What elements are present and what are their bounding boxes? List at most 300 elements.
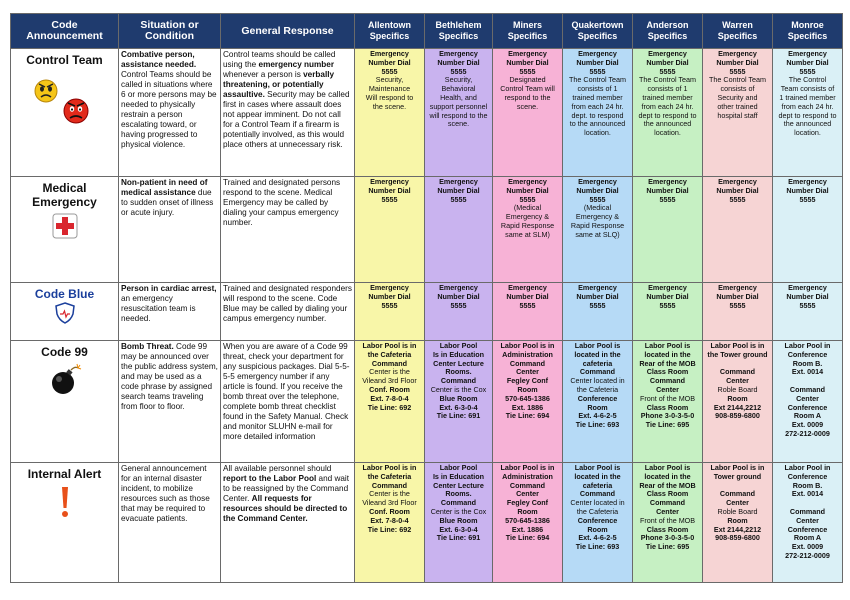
site-detail-line: Number Dial — [437, 291, 480, 301]
site-cell-warren — [703, 49, 773, 177]
site-detail-line: Roble Board — [717, 384, 758, 394]
site-detail-line: Number Dial — [437, 185, 480, 195]
site-detail-line: Room A — [793, 411, 822, 421]
site-cell-monroe — [773, 177, 843, 283]
site-detail-line: 1 trained member — [779, 92, 836, 102]
site-detail-line: Front of the MOB — [639, 515, 696, 525]
site-detail-line: Center — [516, 367, 539, 377]
site-detail-line: Ext. 1886 — [511, 402, 544, 412]
site-detail-line: Labor Pool is — [574, 463, 621, 472]
site-detail-line: Room A — [793, 533, 822, 543]
site-detail-line: Number Dial — [437, 57, 480, 67]
site-detail-line: consists of 1 — [577, 84, 618, 94]
site-detail-line: Emergency — [648, 283, 687, 292]
header-miners: Miners Specifics — [493, 14, 563, 49]
site-detail-line: Center is the — [369, 489, 410, 499]
site-detail-line: Ext. 0014 — [791, 489, 824, 499]
site-detail-line: 272-212-0009 — [785, 550, 830, 560]
code-name: Code 99 — [41, 345, 88, 359]
site-detail-line: Number Dial — [506, 185, 549, 195]
site-detail-line: Tie Line: 695 — [645, 420, 690, 430]
site-detail-line: Room B. — [792, 480, 823, 490]
code-cell — [11, 177, 119, 283]
site-detail-line: respond to the — [504, 92, 551, 102]
site-cell-bethlehem — [425, 177, 493, 283]
response-bold: report to the Labor Pool — [223, 474, 317, 483]
site-detail-line: Number Dial — [786, 185, 829, 195]
site-detail-line: Tie Line: 691 — [436, 411, 481, 421]
site-detail-line: consists of — [720, 84, 755, 94]
first-aid-cross-icon — [52, 213, 78, 239]
site-cell-allentown — [355, 341, 425, 463]
site-detail-line: Emergency — [439, 49, 478, 58]
table-row — [11, 283, 843, 341]
site-detail-line: Labor Pool — [439, 463, 478, 472]
situation-bold: Person in cardiac arrest, — [121, 284, 217, 293]
site-detail-line: Tie Line: 692 — [367, 402, 412, 412]
code-name: Internal Alert — [27, 467, 102, 481]
table-row — [11, 177, 843, 283]
site-cell-monroe — [773, 463, 843, 583]
site-detail-line: from each 24 hr. — [571, 101, 624, 111]
site-detail-line: 5555 — [519, 66, 536, 76]
site-detail-line: location. — [584, 128, 611, 138]
site-detail-line: Center — [796, 515, 819, 525]
site-detail-line: Conference — [577, 515, 618, 525]
situation-text: due to sudden onset of illness or acute injury. — [121, 188, 214, 217]
site-detail-line: 5555 — [729, 300, 746, 310]
site-detail-line: Center located in — [570, 498, 625, 508]
site-detail-line: Room — [517, 384, 538, 394]
site-cell-anderson — [633, 463, 703, 583]
site-detail-line: Ext. 7-8-0-4 — [370, 515, 409, 525]
site-detail-line: 5555 — [450, 194, 467, 204]
site-detail-line: Command — [440, 498, 477, 508]
site-cell-quakertown — [563, 283, 633, 341]
site-detail-line: hospital staff — [717, 110, 758, 120]
code-cell — [11, 283, 119, 341]
site-detail-line: Number Dial — [716, 57, 759, 67]
site-detail-line: Labor Pool — [439, 341, 478, 350]
site-detail-line: 5555 — [519, 194, 536, 204]
site-detail-line: Emergency — [718, 283, 757, 292]
site-detail-line: 5555 — [729, 194, 746, 204]
site-detail-line: Center — [726, 498, 749, 508]
site-detail-line: located in the — [644, 349, 691, 359]
situation-text: an emergency resuscitation team is needed. — [121, 294, 196, 323]
site-detail-line: Number Dial — [368, 185, 411, 195]
site-detail-line: dept to respond to — [778, 110, 837, 120]
site-detail-line: the Cafeteria — [576, 384, 619, 394]
site-cell-anderson — [633, 177, 703, 283]
cpr-shield-icon — [54, 302, 76, 324]
site-detail-line: dept to respond to — [638, 110, 697, 120]
site-detail-line: the Cafeteria — [576, 506, 619, 516]
site-detail-line: Number Dial — [646, 57, 689, 67]
site-detail-line: 5555 — [450, 300, 467, 310]
site-detail-line: Conference — [577, 393, 618, 403]
site-detail-line: Tower ground — [713, 471, 762, 481]
site-detail-line: Number Dial — [368, 57, 411, 67]
site-detail-line: Labor Pool in — [784, 463, 831, 472]
site-detail-line: Emergency — [788, 177, 827, 186]
response-cell — [221, 463, 355, 583]
site-detail-line: 5555 — [381, 300, 398, 310]
site-detail-line: will respond to the — [429, 110, 488, 120]
site-detail-line: Center — [796, 393, 819, 403]
site-cell-allentown — [355, 283, 425, 341]
site-detail-line: Labor Pool is in — [362, 341, 417, 350]
site-detail-line: Number Dial — [646, 291, 689, 301]
site-detail-line: location. — [794, 128, 821, 138]
site-detail-line: Command — [440, 376, 477, 386]
site-detail-line: Conference — [787, 402, 828, 412]
site-detail-line: located in the — [574, 349, 621, 359]
site-detail-line: Ext. 4-6-2-5 — [578, 533, 617, 543]
site-detail-line: 908-859-6800 — [715, 411, 760, 421]
site-detail-line: Tie Line: 691 — [436, 533, 481, 543]
site-detail-line: Emergency — [508, 177, 547, 186]
site-cell-bethlehem — [425, 283, 493, 341]
site-detail-line: dept. to respond — [571, 110, 624, 120]
site-detail-line: Ext 2144,2212 — [713, 402, 762, 412]
site-cell-miners — [493, 49, 563, 177]
site-detail-line: Command — [371, 480, 408, 490]
site-detail-line: Conf. Room — [369, 384, 410, 394]
site-detail-line: Tie Line: 695 — [645, 542, 690, 552]
table-row — [11, 49, 843, 177]
site-detail-line: the Tower ground — [707, 349, 768, 359]
code-name: Code Blue — [34, 287, 95, 301]
site-detail-line: Center — [656, 384, 679, 394]
site-cell-warren — [703, 341, 773, 463]
site-detail-line: Labor Pool is in — [500, 463, 555, 472]
site-detail-line: Emergency — [370, 49, 409, 58]
situation-bold: Bomb Threat. — [121, 342, 174, 351]
site-detail-line: Emergency — [578, 283, 617, 292]
site-cell-miners — [493, 341, 563, 463]
site-detail-line: support personnel — [429, 101, 488, 111]
site-detail-line: trained member — [642, 92, 693, 102]
site-detail-line: Emergency — [648, 177, 687, 186]
site-detail-line: Ext. 7-8-0-4 — [370, 393, 409, 403]
site-cell-miners — [493, 283, 563, 341]
site-detail-line: Security, — [375, 75, 404, 85]
site-detail-line: from each 24 hr. — [781, 101, 834, 111]
site-detail-line: Maintenance — [368, 84, 411, 94]
site-detail-line: Fegley Conf — [506, 498, 549, 508]
situation-cell — [119, 49, 221, 177]
site-detail-line: same at SLM) — [505, 229, 550, 239]
code-reference-sheet — [10, 13, 843, 583]
site-detail-line: Is in Education — [432, 471, 485, 481]
response-text: All available personnel should — [223, 464, 332, 473]
site-detail-line: 5555 — [799, 194, 816, 204]
site-detail-line: Center — [516, 489, 539, 499]
site-detail-line: Room — [587, 524, 608, 534]
site-detail-line: Emergency — [370, 283, 409, 292]
code-cell — [11, 49, 119, 177]
site-detail-line: Number Dial — [786, 57, 829, 67]
site-detail-line: the announced — [643, 119, 692, 129]
site-detail-line: 5555 — [659, 194, 676, 204]
site-detail-line: Center is the Cox — [430, 384, 487, 394]
site-detail-line: Labor Pool is in — [710, 341, 765, 350]
site-cell-allentown — [355, 177, 425, 283]
site-detail-line: Command — [371, 358, 408, 368]
site-detail-line: Security, — [444, 75, 473, 85]
site-detail-line: Tie Line: 692 — [367, 524, 412, 534]
code-cell — [11, 341, 119, 463]
site-cell-anderson — [633, 49, 703, 177]
site-detail-line: to the announced — [569, 119, 626, 129]
site-detail-line: same at SLQ) — [575, 229, 620, 239]
site-detail-line: other trained — [717, 101, 758, 111]
site-detail-line: Number Dial — [576, 57, 619, 67]
site-detail-line: Emergency — [578, 177, 617, 186]
site-detail-line: Emergency — [788, 49, 827, 58]
site-detail-line: Ext. 1886 — [511, 524, 544, 534]
site-detail-line: Rear of the MOB — [639, 480, 696, 490]
site-detail-line: Ext. 6-3-0-4 — [439, 524, 478, 534]
site-detail-line: Room — [517, 506, 538, 516]
site-detail-line: Behavioral — [441, 84, 476, 94]
site-cell-quakertown — [563, 49, 633, 177]
site-detail-line: Emergency — [718, 49, 757, 58]
site-detail-line: 5555 — [381, 194, 398, 204]
site-cell-bethlehem — [425, 463, 493, 583]
site-detail-line: Labor Pool is — [644, 463, 691, 472]
site-detail-line: Emergency — [439, 283, 478, 292]
site-detail-line: scene. — [447, 119, 470, 129]
site-detail-line: Ext. 0009 — [791, 420, 824, 430]
site-detail-line: Number Dial — [506, 57, 549, 67]
site-detail-line: (Medical — [513, 203, 542, 213]
site-detail-line: Command — [719, 489, 756, 499]
site-detail-line: The Control — [788, 75, 827, 85]
site-detail-line: located in the — [644, 471, 691, 481]
site-detail-line: Number Dial — [716, 185, 759, 195]
site-cell-quakertown — [563, 341, 633, 463]
site-detail-line: Blue Room — [439, 515, 478, 525]
site-detail-line: Emergency — [439, 177, 478, 186]
situation-text: Code 99 may be announced over the public address system, and may be used as a code phrase by assigned search teams traveling from floor to floor. — [121, 342, 218, 411]
site-detail-line: Emergency — [370, 177, 409, 186]
site-detail-line: Front of the MOB — [639, 393, 696, 403]
site-detail-line: Tie Line: 693 — [575, 542, 620, 552]
site-detail-line: Conference — [787, 524, 828, 534]
site-detail-line: Administration — [502, 349, 553, 359]
site-detail-line: Phone 3-0-3-5-0 — [640, 533, 695, 543]
site-detail-line: 5555 — [799, 66, 816, 76]
code-name: Medical Emergency — [32, 181, 97, 209]
site-detail-line: (Medical — [583, 203, 612, 213]
bomb-icon — [48, 363, 82, 397]
header-monroe: Monroe Specifics — [773, 14, 843, 49]
site-detail-line: cafeteria — [582, 480, 613, 490]
site-detail-line: Conference — [787, 349, 828, 359]
site-cell-quakertown — [563, 463, 633, 583]
site-detail-line: located in the — [574, 471, 621, 481]
site-detail-line: trained member — [572, 92, 623, 102]
site-detail-line: Labor Pool in — [784, 341, 831, 350]
site-detail-line: Center Lecture — [433, 358, 484, 368]
site-cell-warren — [703, 463, 773, 583]
site-cell-quakertown — [563, 177, 633, 283]
site-detail-line: Number Dial — [368, 291, 411, 301]
site-detail-line: Class Room — [646, 402, 689, 412]
site-detail-line: Ext 2144,2212 — [713, 524, 762, 534]
header-code: Code Announcement — [11, 14, 119, 49]
site-cell-warren — [703, 283, 773, 341]
site-detail-line: Labor Pool is in — [500, 341, 555, 350]
site-detail-line: Center Lecture — [433, 480, 484, 490]
site-detail-line: Emergency & — [575, 212, 620, 222]
site-detail-line: Emergency — [578, 49, 617, 58]
site-detail-line: Center located in — [570, 376, 625, 386]
site-detail-line: Emergency — [508, 283, 547, 292]
site-detail-line: consists of 1 — [647, 84, 688, 94]
situation-bold: Non-patient in need of medical assistance — [121, 178, 208, 197]
site-detail-line: The Control Team — [639, 75, 696, 85]
site-detail-line: Command — [649, 376, 686, 386]
site-detail-line: Tie Line: 694 — [505, 533, 550, 543]
site-detail-line: Is in Education — [432, 349, 485, 359]
situation-cell: General announcement for an internal disaster incident, to mobilize resources such as those that may be required to evacuate patients. — [119, 463, 221, 583]
site-detail-line: Control Team will — [500, 84, 555, 94]
site-cell-monroe — [773, 341, 843, 463]
header-warren: Warren Specifics — [703, 14, 773, 49]
code-cell — [11, 463, 119, 583]
response-cell: When you are aware of a Code 99 threat, check your department for any suspicious packages. Dial 5-5-5-5 emergency number if any article is found. If you receive the bomb threat over the telephone, complete bomb threat checklist found in the Safety Manual. Check and monitor SLUHN e-mail for more detailed information — [221, 341, 355, 463]
table-row — [11, 341, 843, 463]
site-detail-line: Vileand 3rd Floor — [362, 376, 417, 386]
header-bethlehem: Bethlehem Specifics — [425, 14, 493, 49]
site-detail-line: Rapid Response — [500, 220, 555, 230]
angry-faces-icon — [30, 71, 100, 131]
site-detail-line: Number Dial — [506, 291, 549, 301]
site-detail-line: Rear of the MOB — [639, 358, 696, 368]
site-detail-line: Command — [579, 489, 616, 499]
exclamation-icon — [58, 485, 72, 519]
response-bold: All requests for resources should be directed to the Command Center. — [223, 494, 348, 523]
site-detail-line: The Control Team — [569, 75, 626, 85]
site-detail-line: Emergency — [648, 49, 687, 58]
site-detail-line: Room — [727, 393, 748, 403]
site-detail-line: Tie Line: 693 — [575, 420, 620, 430]
response-cell: Control teams should be called using the emergency number whenever a person is verbally threatening, or potentially assaultive. Security may be called first in cases where assault does not appear imminent. Do not call for a Control Team if a firearm is potentially involved, as this would place others at unnecessary risk. — [221, 49, 355, 177]
site-detail-line: Ext. 0009 — [791, 542, 824, 552]
site-detail-line: 908-859-6800 — [715, 533, 760, 543]
site-detail-line: the announced — [783, 119, 832, 129]
situation-cell — [119, 177, 221, 283]
site-detail-line: Class Room — [646, 489, 689, 499]
site-detail-line: Command — [509, 358, 546, 368]
site-detail-line: Labor Pool is in — [362, 463, 417, 472]
site-detail-line: Will respond to — [365, 92, 414, 102]
site-detail-line: Class Room — [646, 524, 689, 534]
site-detail-line: Tie Line: 694 — [505, 411, 550, 421]
situation-cell — [119, 283, 221, 341]
situation-cell — [119, 341, 221, 463]
site-detail-line: Command — [789, 384, 826, 394]
site-detail-line: Command — [579, 367, 616, 377]
site-detail-line: Room — [727, 515, 748, 525]
site-cell-bethlehem — [425, 49, 493, 177]
site-detail-line: Command — [509, 480, 546, 490]
table-row — [11, 463, 843, 583]
site-detail-line: Number Dial — [786, 291, 829, 301]
site-detail-line: 5555 — [659, 66, 676, 76]
site-detail-line: Center — [726, 376, 749, 386]
site-detail-line: Emergency — [508, 49, 547, 58]
site-detail-line: Administration — [502, 471, 553, 481]
site-detail-line: Fegley Conf — [506, 376, 549, 386]
response-text: and wait to be reassigned by the Command Center. — [223, 474, 350, 503]
site-detail-line: Number Dial — [646, 185, 689, 195]
site-detail-line: 5555 — [519, 300, 536, 310]
site-detail-line: 272-212-0009 — [785, 428, 830, 438]
code-name: Control Team — [26, 53, 103, 67]
site-cell-anderson — [633, 283, 703, 341]
site-detail-line: The Control Team — [709, 75, 766, 85]
site-detail-line: Center — [656, 506, 679, 516]
site-detail-line: Security and — [717, 92, 758, 102]
site-detail-line: Command — [719, 367, 756, 377]
site-detail-line: Labor Pool is in — [710, 463, 765, 472]
site-detail-line: Command — [789, 506, 826, 516]
emergency-code-table — [10, 13, 843, 583]
situation-bold: Combative person, assistance needed. — [121, 50, 197, 69]
site-detail-line: Command — [649, 498, 686, 508]
header-response: General Response — [221, 14, 355, 49]
header-anderson: Anderson Specifics — [633, 14, 703, 49]
site-detail-line: Labor Pool is — [574, 341, 621, 350]
site-detail-line: Team consists of — [780, 84, 835, 94]
site-detail-line: Designated — [509, 75, 546, 85]
response-cell: Trained and designated responders will respond to the scene. Code Blue may be called by dialing your campus emergency number. — [221, 283, 355, 341]
site-detail-line: 5555 — [589, 194, 606, 204]
site-detail-line: Ext. 6-3-0-4 — [439, 402, 478, 412]
site-cell-anderson — [633, 341, 703, 463]
site-cell-warren — [703, 177, 773, 283]
site-detail-line: Emergency — [788, 283, 827, 292]
site-detail-line: location. — [654, 128, 681, 138]
site-detail-line: Blue Room — [439, 393, 478, 403]
site-detail-line: cafeteria — [582, 358, 613, 368]
header-situation: Situation or Condition — [119, 14, 221, 49]
site-detail-line: 5555 — [381, 66, 398, 76]
site-cell-allentown — [355, 463, 425, 583]
site-detail-line: Room B. — [792, 358, 823, 368]
site-detail-line: Number Dial — [716, 291, 759, 301]
site-detail-line: 5555 — [589, 300, 606, 310]
site-detail-line: 570-645-1386 — [505, 393, 550, 403]
site-detail-line: Vileand 3rd Floor — [362, 498, 417, 508]
site-detail-line: from each 24 hr. — [641, 101, 694, 111]
site-detail-line: Rooms. — [445, 489, 472, 499]
site-detail-line: Labor Pool is — [644, 341, 691, 350]
site-detail-line: Health, and — [440, 92, 477, 102]
site-detail-line: Conference — [787, 471, 828, 481]
site-detail-line: Emergency & — [505, 212, 550, 222]
site-detail-line: Room — [587, 402, 608, 412]
site-detail-line: the Cafeteria — [367, 471, 412, 481]
header-quakertown: Quakertown Specifics — [563, 14, 633, 49]
header-allentown: Allentown Specifics — [355, 14, 425, 49]
site-detail-line: the scene. — [372, 101, 407, 111]
site-detail-line: Rooms. — [445, 367, 472, 377]
